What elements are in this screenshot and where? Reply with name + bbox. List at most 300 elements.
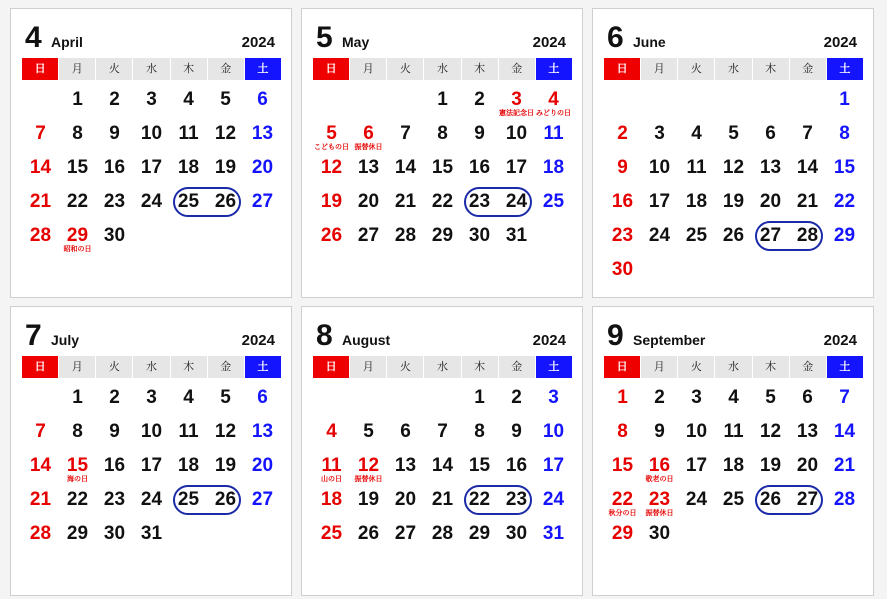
day-cell: [498, 123, 535, 157]
day-cell: [387, 89, 424, 123]
month-number: 9: [607, 319, 624, 352]
day-number: 19: [722, 191, 745, 212]
day-cell: [461, 191, 498, 225]
weekday-label: 火: [678, 356, 714, 378]
month-panel: [10, 8, 292, 298]
day-number: 9: [109, 421, 120, 442]
holiday-name: こどもの日: [314, 144, 349, 151]
day-number: 21: [431, 489, 454, 510]
day-cell: [207, 191, 244, 225]
month-name: June: [633, 34, 666, 50]
holiday-name: 海の日: [67, 476, 88, 483]
weekday-label: 水: [133, 356, 169, 378]
week-row: [604, 523, 863, 557]
day-cell: [715, 421, 752, 455]
day-cell: [207, 225, 244, 259]
day-number: 19: [214, 157, 237, 178]
day-cell: [826, 89, 863, 123]
weekday-label: 金: [790, 356, 826, 378]
day-cell: [350, 421, 387, 455]
day-cell: [22, 123, 59, 157]
day-cell: [641, 123, 678, 157]
day-number: 5: [220, 387, 231, 408]
day-cell: [96, 157, 133, 191]
day-number: 12: [214, 123, 237, 144]
day-cell: [424, 89, 461, 123]
day-cell: [752, 455, 789, 489]
day-cell: [96, 225, 133, 259]
day-number: 7: [35, 421, 46, 442]
weekday-label: 月: [641, 58, 677, 80]
day-cell: [313, 523, 350, 557]
day-grid: [22, 89, 281, 259]
day-number: 14: [431, 455, 454, 476]
day-cell: [535, 123, 572, 157]
day-number: 2: [474, 89, 485, 110]
day-cell: [678, 455, 715, 489]
day-cell: [535, 523, 572, 557]
day-cell: [461, 523, 498, 557]
weekday-label: 日: [604, 356, 640, 378]
day-cell: [461, 489, 498, 523]
week-row: [22, 523, 281, 557]
day-cell: [133, 523, 170, 557]
day-number: 9: [617, 157, 628, 178]
day-cell: [244, 387, 281, 421]
week-row: [604, 387, 863, 421]
day-cell: [715, 157, 752, 191]
day-cell: [715, 387, 752, 421]
day-number: 15: [431, 157, 454, 178]
day-number: 8: [72, 123, 83, 144]
year-label: 2024: [241, 332, 275, 349]
weekday-label: 土: [245, 58, 281, 80]
day-number: 7: [437, 421, 448, 442]
month-number: 7: [25, 319, 42, 352]
day-cell: [604, 387, 641, 421]
holiday-name: 山の日: [321, 476, 342, 483]
day-cell: [59, 123, 96, 157]
holiday-name: 昭和の日: [63, 246, 92, 253]
day-cell: [424, 191, 461, 225]
day-cell: [350, 455, 387, 489]
day-number: 20: [796, 455, 819, 476]
month-panel: [301, 306, 583, 596]
day-cell: [498, 225, 535, 259]
day-cell: [244, 191, 281, 225]
day-cell: [678, 387, 715, 421]
day-number: 30: [648, 523, 671, 544]
day-cell: [678, 523, 715, 557]
day-cell: [59, 421, 96, 455]
day-cell: [207, 387, 244, 421]
day-number: 25: [542, 191, 565, 212]
day-cell: [424, 421, 461, 455]
weekday-label: 日: [313, 58, 349, 80]
day-cell: [133, 157, 170, 191]
day-cell: [96, 89, 133, 123]
day-grid: [604, 387, 863, 557]
day-number: 25: [177, 191, 200, 212]
week-row: [604, 191, 863, 225]
day-number: 19: [759, 455, 782, 476]
day-number: 29: [611, 523, 634, 544]
day-number: 28: [431, 523, 454, 544]
weekday-header: [604, 356, 863, 378]
day-number: 23: [505, 489, 528, 510]
day-cell: [170, 157, 207, 191]
day-cell: [207, 123, 244, 157]
day-cell: [789, 455, 826, 489]
month-panel: [592, 8, 874, 298]
weekday-header: [22, 58, 281, 80]
day-cell: [752, 489, 789, 523]
day-cell: [207, 157, 244, 191]
day-number: 3: [511, 89, 522, 110]
day-number: 2: [617, 123, 628, 144]
day-cell: [535, 455, 572, 489]
week-row: [22, 489, 281, 523]
day-cell: [715, 259, 752, 293]
day-cell: [244, 455, 281, 489]
weekday-label: 月: [350, 58, 386, 80]
day-cell: [170, 523, 207, 557]
holiday-name: 振替休日: [354, 144, 383, 151]
day-cell: [789, 89, 826, 123]
day-number: 12: [722, 157, 745, 178]
day-number: 26: [214, 191, 237, 212]
day-cell: [133, 387, 170, 421]
day-cell: [535, 387, 572, 421]
day-number: 30: [505, 523, 528, 544]
holiday-name: 敬老の日: [645, 476, 674, 483]
day-number: 20: [357, 191, 380, 212]
week-row: [313, 421, 572, 455]
day-number: 28: [394, 225, 417, 246]
weekday-header: [313, 356, 572, 378]
day-cell: [535, 225, 572, 259]
day-cell: [604, 191, 641, 225]
day-number: 12: [320, 157, 343, 178]
day-number: 27: [796, 489, 819, 510]
day-cell: [170, 387, 207, 421]
day-number: 30: [611, 259, 634, 280]
weekday-label: 月: [59, 356, 95, 378]
day-number: 6: [257, 89, 268, 110]
day-cell: [244, 157, 281, 191]
day-number: 2: [654, 387, 665, 408]
weekday-label: 金: [208, 356, 244, 378]
day-number: 3: [146, 387, 157, 408]
day-number: 25: [177, 489, 200, 510]
week-row: [22, 225, 281, 259]
weekday-label: 金: [208, 58, 244, 80]
day-cell: [387, 225, 424, 259]
week-row: [313, 387, 572, 421]
weekday-label: 土: [245, 356, 281, 378]
weekday-label: 日: [22, 356, 58, 378]
day-cell: [461, 89, 498, 123]
day-cell: [387, 191, 424, 225]
day-number: 23: [648, 489, 671, 510]
day-number: 31: [140, 523, 163, 544]
week-row: [604, 489, 863, 523]
day-cell: [461, 123, 498, 157]
day-cell: [641, 89, 678, 123]
day-number: 24: [140, 489, 163, 510]
day-cell: [461, 225, 498, 259]
day-number: 28: [833, 489, 856, 510]
day-number: 11: [686, 157, 707, 178]
day-number: 22: [66, 489, 89, 510]
day-number: 15: [833, 157, 856, 178]
day-number: 4: [728, 387, 739, 408]
day-cell: [22, 455, 59, 489]
day-number: 29: [468, 523, 491, 544]
weekday-label: 日: [604, 58, 640, 80]
day-number: 14: [29, 157, 52, 178]
weekday-label: 木: [753, 58, 789, 80]
day-cell: [59, 225, 96, 259]
day-cell: [96, 523, 133, 557]
holiday-name: 憲法記念日: [499, 110, 534, 117]
day-cell: [641, 387, 678, 421]
day-number: 18: [177, 455, 200, 476]
day-number: 23: [103, 489, 126, 510]
day-number: 27: [251, 191, 274, 212]
day-number: 20: [251, 455, 274, 476]
day-number: 17: [505, 157, 528, 178]
day-cell: [498, 455, 535, 489]
day-cell: [604, 455, 641, 489]
day-number: 1: [437, 89, 448, 110]
day-number: 13: [251, 123, 274, 144]
day-cell: [133, 123, 170, 157]
weekday-header: [313, 58, 572, 80]
day-cell: [313, 191, 350, 225]
day-number: 29: [66, 225, 89, 246]
day-number: 11: [723, 421, 744, 442]
day-number: 6: [400, 421, 411, 442]
day-cell: [789, 191, 826, 225]
day-cell: [498, 157, 535, 191]
day-cell: [604, 421, 641, 455]
year-label: 2024: [823, 332, 857, 349]
week-row: [22, 191, 281, 225]
week-row: [313, 225, 572, 259]
day-cell: [641, 259, 678, 293]
day-cell: [424, 123, 461, 157]
day-number: 28: [29, 523, 52, 544]
day-number: 8: [839, 123, 850, 144]
weekday-label: 木: [753, 356, 789, 378]
week-row: [22, 421, 281, 455]
day-number: 1: [474, 387, 485, 408]
day-number: 26: [320, 225, 343, 246]
day-number: 23: [611, 225, 634, 246]
day-cell: [752, 387, 789, 421]
week-row: [313, 523, 572, 557]
weekday-label: 土: [827, 58, 863, 80]
month-name: May: [342, 34, 370, 50]
day-cell: [133, 225, 170, 259]
weekday-label: 水: [424, 356, 460, 378]
day-cell: [826, 157, 863, 191]
day-cell: [387, 123, 424, 157]
day-cell: [133, 191, 170, 225]
day-number: 24: [542, 489, 565, 510]
weekday-label: 火: [387, 356, 423, 378]
day-number: 11: [178, 421, 199, 442]
week-row: [22, 455, 281, 489]
day-number: 24: [648, 225, 671, 246]
day-number: 9: [654, 421, 665, 442]
day-cell: [715, 455, 752, 489]
day-cell: [604, 523, 641, 557]
day-cell: [350, 157, 387, 191]
day-cell: [641, 157, 678, 191]
day-number: 10: [542, 421, 565, 442]
day-cell: [170, 123, 207, 157]
day-cell: [22, 421, 59, 455]
day-cell: [752, 157, 789, 191]
day-cell: [59, 89, 96, 123]
day-cell: [498, 421, 535, 455]
day-number: 13: [759, 157, 782, 178]
day-cell: [244, 523, 281, 557]
day-cell: [535, 157, 572, 191]
week-row: [313, 89, 572, 123]
month-name: July: [51, 332, 80, 348]
day-number: 13: [796, 421, 819, 442]
day-number: 14: [394, 157, 417, 178]
day-number: 6: [802, 387, 813, 408]
year-label: 2024: [532, 332, 566, 349]
day-cell: [207, 455, 244, 489]
day-cell: [350, 123, 387, 157]
day-cell: [59, 489, 96, 523]
day-number: 18: [320, 489, 343, 510]
day-cell: [498, 489, 535, 523]
day-cell: [96, 191, 133, 225]
day-cell: [313, 387, 350, 421]
day-cell: [604, 489, 641, 523]
month-number: 5: [316, 21, 333, 54]
day-number: 12: [357, 455, 380, 476]
day-number: 7: [35, 123, 46, 144]
day-cell: [461, 421, 498, 455]
day-cell: [461, 157, 498, 191]
week-row: [313, 191, 572, 225]
day-cell: [826, 489, 863, 523]
day-number: 3: [691, 387, 702, 408]
day-number: 12: [214, 421, 237, 442]
day-cell: [96, 387, 133, 421]
year-label: 2024: [532, 34, 566, 51]
weekday-label: 月: [641, 356, 677, 378]
day-number: 8: [617, 421, 628, 442]
month-name: August: [342, 332, 391, 348]
day-cell: [789, 421, 826, 455]
day-number: 16: [103, 455, 126, 476]
day-cell: [678, 157, 715, 191]
day-cell: [604, 259, 641, 293]
day-number: 10: [140, 421, 163, 442]
day-cell: [22, 89, 59, 123]
weekday-label: 火: [96, 58, 132, 80]
day-number: 12: [759, 421, 782, 442]
weekday-label: 月: [59, 58, 95, 80]
day-cell: [133, 421, 170, 455]
day-number: 24: [505, 191, 528, 212]
day-number: 18: [177, 157, 200, 178]
day-number: 31: [542, 523, 565, 544]
day-cell: [604, 157, 641, 191]
day-cell: [678, 225, 715, 259]
day-cell: [715, 123, 752, 157]
weekday-label: 水: [133, 58, 169, 80]
day-cell: [59, 455, 96, 489]
day-number: 11: [178, 123, 199, 144]
day-cell: [170, 89, 207, 123]
day-cell: [752, 225, 789, 259]
day-number: 1: [839, 89, 850, 110]
week-row: [604, 225, 863, 259]
day-cell: [752, 123, 789, 157]
day-number: 4: [326, 421, 337, 442]
day-number: 26: [214, 489, 237, 510]
day-cell: [498, 523, 535, 557]
day-cell: [789, 387, 826, 421]
week-row: [22, 387, 281, 421]
day-cell: [461, 387, 498, 421]
day-number: 30: [103, 523, 126, 544]
day-cell: [424, 523, 461, 557]
day-number: 25: [722, 489, 745, 510]
day-cell: [498, 89, 535, 123]
day-number: 22: [431, 191, 454, 212]
day-cell: [826, 455, 863, 489]
day-number: 2: [109, 387, 120, 408]
day-number: 18: [685, 191, 708, 212]
weekday-header: [604, 58, 863, 80]
weekday-header: [22, 356, 281, 378]
day-cell: [752, 523, 789, 557]
day-number: 9: [109, 123, 120, 144]
weekday-label: 火: [678, 58, 714, 80]
day-number: 29: [833, 225, 856, 246]
day-cell: [715, 523, 752, 557]
day-cell: [535, 89, 572, 123]
day-cell: [641, 421, 678, 455]
day-number: 1: [72, 387, 83, 408]
day-cell: [641, 455, 678, 489]
week-row: [22, 89, 281, 123]
day-cell: [498, 191, 535, 225]
day-number: 30: [468, 225, 491, 246]
day-number: 19: [320, 191, 343, 212]
day-number: 8: [72, 421, 83, 442]
day-number: 7: [802, 123, 813, 144]
day-number: 30: [103, 225, 126, 246]
day-number: 9: [511, 421, 522, 442]
day-cell: [641, 225, 678, 259]
day-cell: [22, 225, 59, 259]
day-number: 16: [505, 455, 528, 476]
day-cell: [641, 523, 678, 557]
day-number: 16: [103, 157, 126, 178]
day-cell: [715, 89, 752, 123]
